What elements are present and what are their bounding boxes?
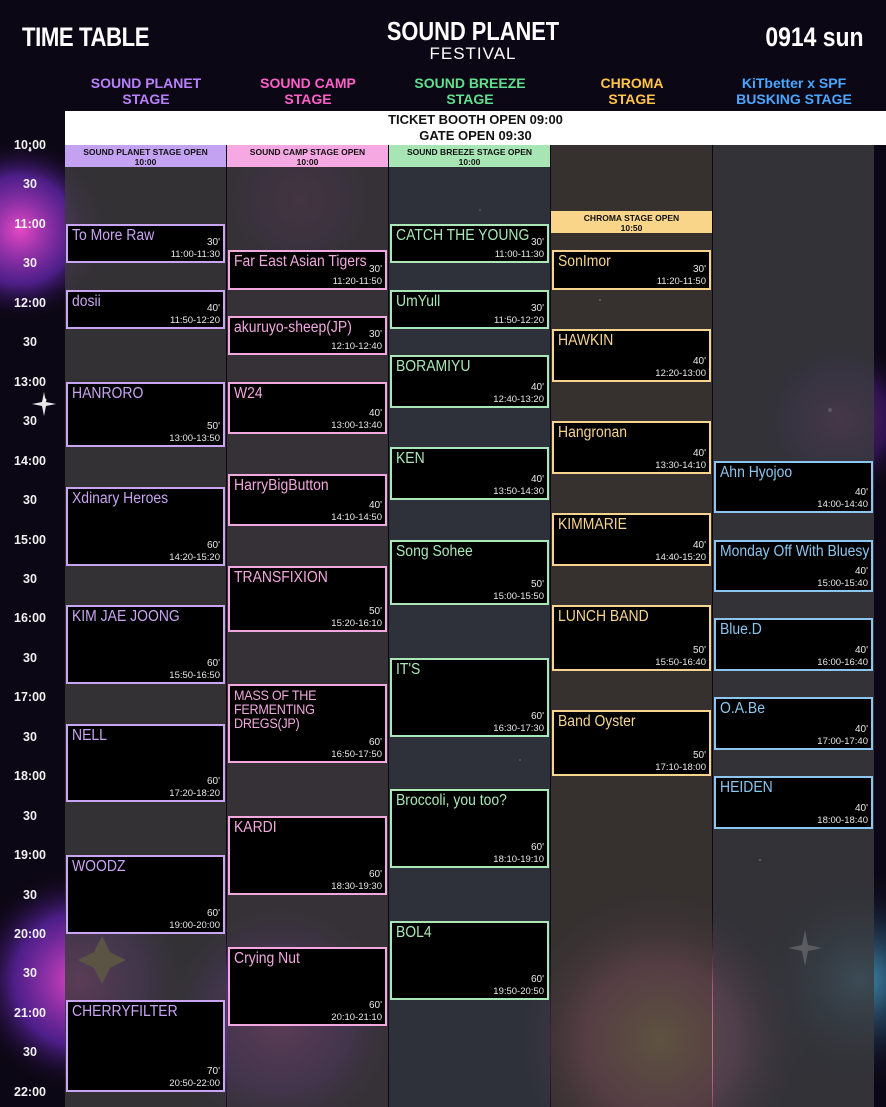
stage-name-0 <box>65 75 227 107</box>
time-tick: 13:00 <box>14 374 46 389</box>
slot-time-range: 17:00-17:40 <box>817 735 868 747</box>
performance-slot[interactable] <box>228 316 387 355</box>
performance-slot[interactable] <box>714 776 873 829</box>
slot-duration: 40' <box>368 408 382 420</box>
slot-duration: 40' <box>854 644 868 656</box>
slot-duration: 60' <box>206 907 220 919</box>
stage-open-time: 10:00 <box>458 157 481 167</box>
slot-duration: 60' <box>206 539 220 551</box>
time-tick: 20:00 <box>14 927 46 941</box>
slot-duration: 60' <box>530 842 544 854</box>
artist-name: MASS OF THE FERMENTING DREGS(JP) <box>234 687 317 732</box>
slot-duration: 30' <box>692 263 706 275</box>
slot-duration: 40' <box>692 355 706 367</box>
stage-name-line1: SOUND CAMP <box>260 75 356 91</box>
slot-duration: 60' <box>368 868 382 880</box>
artist-name: HANRORO <box>72 384 144 402</box>
artist-name: UmYull <box>396 292 441 310</box>
slot-duration: 40' <box>854 487 868 499</box>
performance-slot[interactable] <box>552 329 711 382</box>
slot-duration: 60' <box>530 710 544 722</box>
artist-name: dosii <box>72 292 101 310</box>
performance-slot[interactable] <box>390 355 549 408</box>
artist-name: TRANSFIXION <box>234 568 328 586</box>
artist-name: WOODZ <box>72 858 126 876</box>
performance-slot[interactable] <box>66 382 225 448</box>
slot-time-range: 11:50-12:20 <box>169 315 220 327</box>
slot-duration: 60' <box>530 973 544 985</box>
slot-time-range: 12:10-12:40 <box>331 341 382 353</box>
time-tick: 30 <box>23 887 37 902</box>
time-tick: 30 <box>23 650 37 665</box>
stage-open-bar <box>227 145 388 167</box>
artist-name: BORAMIYU <box>396 358 471 376</box>
slot-time-range: 13:00-13:40 <box>331 420 382 432</box>
time-tick: 16:00 <box>14 611 46 626</box>
time-tick: 30 <box>23 335 37 350</box>
slot-time-range: 16:50-17:50 <box>331 749 382 761</box>
stage-name-line1: CHROMA <box>600 75 664 91</box>
artist-name: HEIDEN <box>720 779 773 797</box>
performance-slot[interactable] <box>66 605 225 684</box>
artist-name: KIM JAE JOONG <box>72 608 180 626</box>
slot-time-range: 15:50-16:40 <box>655 657 706 668</box>
stage-open-label: SOUND PLANET STAGE OPEN <box>83 147 208 157</box>
artist-name: akuruyo-sheep(JP) <box>234 318 352 336</box>
event-date: 0914 sun <box>765 22 864 52</box>
slot-time-range: 20:10-21:10 <box>331 1012 382 1024</box>
performance-slot[interactable] <box>552 710 711 776</box>
performance-slot[interactable] <box>228 947 387 1026</box>
time-tick: 10:00 <box>14 138 46 152</box>
artist-name: W24 <box>234 384 263 402</box>
performance-slot[interactable] <box>390 540 549 606</box>
slot-duration: 30' <box>530 303 544 315</box>
performance-slot[interactable] <box>552 250 711 289</box>
stage-name-line1: KiTbetter x SPF <box>741 75 847 91</box>
slot-duration: 40' <box>206 303 220 315</box>
performance-slot[interactable] <box>390 290 549 329</box>
performance-slot[interactable] <box>228 566 387 632</box>
slot-time-range: 11:00-11:30 <box>170 249 220 261</box>
artist-name: Song Sohee <box>396 542 473 560</box>
slot-time-range: 15:00-15:40 <box>817 578 868 590</box>
artist-name: CATCH THE YOUNG <box>396 226 530 244</box>
timetable-title: TIME TABLE <box>22 22 150 52</box>
artist-name: HAWKIN <box>558 332 614 350</box>
time-tick: 22:00 <box>14 1084 46 1099</box>
time-tick: 21:00 <box>14 1005 46 1020</box>
performance-slot[interactable] <box>714 540 873 593</box>
slot-duration: 40' <box>854 723 868 735</box>
stage-name-line2: BUSKING STAGE <box>736 91 852 107</box>
slot-duration: 30' <box>368 263 382 275</box>
slot-duration: 50' <box>692 645 706 656</box>
slot-time-range: 19:00-20:00 <box>169 919 220 931</box>
stage-open-time: 10:00 <box>296 157 319 167</box>
performance-slot[interactable] <box>228 474 387 527</box>
time-tick: 30 <box>23 1045 37 1060</box>
artist-name: KEN <box>396 450 425 468</box>
slot-duration: 50' <box>368 605 382 617</box>
performance-slot[interactable] <box>390 789 549 868</box>
stage-open-label: SOUND BREEZE STAGE OPEN <box>407 147 532 157</box>
slot-time-range: 15:50-16:50 <box>169 670 220 682</box>
performance-slot[interactable] <box>66 1000 225 1092</box>
artist-name: Crying Nut <box>234 950 300 968</box>
slot-duration: 60' <box>368 1000 382 1012</box>
performance-slot[interactable] <box>390 447 549 500</box>
slot-time-range: 14:00-14:40 <box>817 499 868 511</box>
stage-name-3 <box>551 75 713 107</box>
gate-open-text: GATE OPEN 09:30 <box>419 128 532 143</box>
slot-duration: 50' <box>692 750 706 762</box>
performance-slot[interactable] <box>390 224 549 263</box>
slot-time-range: 11:50-12:20 <box>493 315 544 327</box>
performance-slot[interactable] <box>228 684 387 763</box>
stage-name-line2: STAGE <box>284 91 332 107</box>
slot-duration: 70' <box>206 1065 220 1077</box>
slot-time-range: 13:00-13:50 <box>169 433 220 445</box>
slot-time-range: 12:40-13:20 <box>493 393 544 405</box>
time-tick: 30 <box>23 256 37 271</box>
performance-slot[interactable] <box>552 605 711 671</box>
time-tick: 30 <box>23 729 37 744</box>
artist-name: KARDI <box>234 818 277 836</box>
slot-time-range: 14:40-15:20 <box>655 551 706 563</box>
stage-name-line2: STAGE <box>446 91 494 107</box>
stage-name-line1: SOUND PLANET <box>90 75 202 91</box>
performance-slot[interactable] <box>390 658 549 737</box>
slot-time-range: 15:20-16:10 <box>331 617 382 629</box>
performance-slot[interactable] <box>228 816 387 895</box>
slot-duration: 60' <box>368 737 382 749</box>
time-tick: 30 <box>23 414 37 429</box>
artist-name: CHERRYFILTER <box>72 1002 178 1020</box>
artist-name: O.A.Be <box>720 700 765 718</box>
slot-duration: 50' <box>530 579 544 591</box>
time-tick: 15:00 <box>14 532 46 547</box>
slot-time-range: 16:00-16:40 <box>817 656 868 668</box>
time-tick: 19:00 <box>14 848 46 863</box>
slot-time-range: 19:50-20:50 <box>493 985 544 997</box>
time-tick: 30 <box>23 966 37 981</box>
slot-time-range: 18:30-19:30 <box>331 880 382 892</box>
time-tick: 30 <box>23 808 37 823</box>
slot-duration: 30' <box>206 237 220 249</box>
time-tick: 11:00 <box>14 216 46 231</box>
slot-duration: 40' <box>692 539 706 551</box>
time-tick: 30 <box>23 177 37 192</box>
slot-duration: 30' <box>530 237 544 249</box>
stage-open-bar <box>65 145 226 167</box>
slot-duration: 50' <box>206 421 220 433</box>
performance-slot[interactable] <box>66 855 225 934</box>
performance-slot[interactable] <box>66 290 225 329</box>
slot-time-range: 20:50-22:00 <box>169 1077 220 1089</box>
artist-name: NELL <box>72 726 107 744</box>
artist-name: Band Oyster <box>558 713 636 731</box>
artist-name: Ahn Hyojoo <box>720 463 793 481</box>
artist-name: LUNCH BAND <box>558 608 649 626</box>
slot-time-range: 17:10-18:00 <box>655 762 706 774</box>
stage-name-2 <box>389 75 551 107</box>
stage-name-line2: STAGE <box>122 91 170 107</box>
ticket-booth-text: TICKET BOOTH OPEN 09:00 <box>388 112 563 127</box>
slot-time-range: 14:20-15:20 <box>169 551 220 563</box>
performance-slot[interactable] <box>714 618 873 671</box>
artist-name: Hangronan <box>558 424 628 442</box>
performance-slot[interactable] <box>228 250 387 289</box>
festival-logo-title: SOUND PLANET <box>386 16 560 46</box>
stage-open-label: CHROMA STAGE OPEN <box>583 212 680 223</box>
performance-slot[interactable] <box>714 461 873 514</box>
artist-name: Blue.D <box>720 621 762 639</box>
performance-slot[interactable] <box>66 724 225 803</box>
slot-time-range: 13:50-14:30 <box>493 486 544 498</box>
stage-name-line2: STAGE <box>608 91 656 107</box>
slot-time-range: 15:00-15:50 <box>493 591 544 603</box>
stage-open-time: 10:50 <box>620 222 643 233</box>
slot-duration: 40' <box>854 802 868 814</box>
artist-name: To More Raw <box>72 226 155 244</box>
slot-time-range: 13:30-14:10 <box>655 459 706 471</box>
performance-slot[interactable] <box>66 224 225 263</box>
gate-info-banner <box>65 111 886 145</box>
time-tick: 12:00 <box>14 295 46 310</box>
slot-duration: 40' <box>530 474 544 486</box>
stage-name-1 <box>227 75 389 107</box>
stage-open-bar <box>389 145 550 167</box>
slot-time-range: 16:30-17:30 <box>493 722 544 734</box>
slot-duration: 40' <box>368 500 382 512</box>
artist-name: IT'S <box>396 660 421 678</box>
slot-duration: 30' <box>368 329 382 341</box>
slot-duration: 40' <box>530 381 544 393</box>
performance-slot[interactable] <box>714 697 873 750</box>
slot-duration: 40' <box>854 566 868 578</box>
slot-time-range: 18:10-19:10 <box>493 854 544 866</box>
time-tick: 14:00 <box>14 453 46 468</box>
performance-slot[interactable] <box>390 921 549 1000</box>
slot-time-range: 14:10-14:50 <box>331 512 382 524</box>
slot-time-range: 11:00-11:30 <box>494 249 544 261</box>
time-tick: 30 <box>23 571 37 586</box>
stage-open-time: 10:00 <box>134 157 157 167</box>
time-tick: 30 <box>23 493 37 508</box>
slot-time-range: 17:20-18:20 <box>169 788 220 800</box>
artist-name: Monday Off With Bluesy <box>720 542 870 560</box>
slot-time-range: 18:00-18:40 <box>817 814 868 826</box>
slot-duration: 60' <box>206 658 220 670</box>
performance-slot[interactable] <box>66 487 225 566</box>
stage-name-4 <box>713 75 875 107</box>
slot-duration: 40' <box>692 447 706 459</box>
artist-name: Broccoli, you too? <box>396 792 507 810</box>
stage-name-line1: SOUND BREEZE <box>414 75 526 91</box>
time-tick: 17:00 <box>14 690 46 705</box>
stage-open-label: SOUND CAMP STAGE OPEN <box>249 147 366 157</box>
artist-name: Far East Asian Tigers <box>234 253 367 271</box>
festival-logo-subtitle: FESTIVAL <box>429 44 517 63</box>
artist-name: HarryBigButton <box>234 476 329 494</box>
slot-time-range: 11:20-11:50 <box>332 275 382 287</box>
performance-slot[interactable] <box>552 513 711 566</box>
performance-slot[interactable] <box>552 421 711 474</box>
slot-time-range: 11:20-11:50 <box>656 275 706 287</box>
artist-name: Xdinary Heroes <box>72 489 169 507</box>
stage-open-bar <box>551 211 712 233</box>
time-tick: 18:00 <box>14 769 46 784</box>
artist-name: KIMMARIE <box>558 516 627 534</box>
slot-duration: 60' <box>206 776 220 788</box>
slot-time-range: 12:20-13:00 <box>655 367 706 379</box>
artist-name: SonImor <box>558 253 611 271</box>
performance-slot[interactable] <box>228 382 387 435</box>
artist-name: BOL4 <box>396 923 432 941</box>
